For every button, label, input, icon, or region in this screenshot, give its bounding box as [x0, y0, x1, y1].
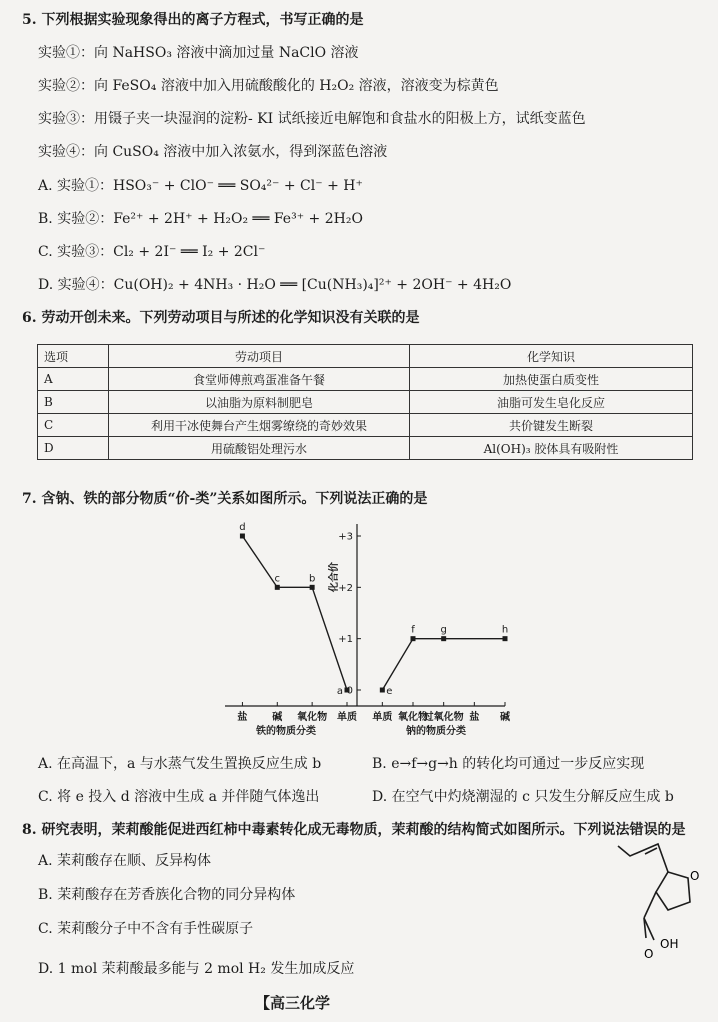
- x-axis-title: 铁的物质分类: [256, 726, 316, 737]
- q8-option-d: D. 1 mol 茉莉酸最多能与 2 mol H₂ 发生加成反应: [38, 961, 355, 977]
- point-label-b: b: [308, 573, 316, 585]
- ch2-link: [644, 892, 656, 918]
- q6-table: [37, 344, 693, 460]
- cell-labor: 利用干冰使舞台产生烟雾缭绕的奇妙效果: [109, 414, 410, 437]
- x-tick-label: 氧化物: [398, 712, 428, 723]
- data-point-d: [240, 534, 245, 539]
- q7-stem: 7. 含钠、铁的部分物质“价-类”关系如图所示。下列说法正确的是: [22, 491, 428, 507]
- na-panel: [367, 625, 510, 737]
- x-tick-label: 氧化物: [297, 712, 328, 723]
- header-labor: 劳动项目: [109, 345, 410, 368]
- y-tick-label: +2: [338, 582, 353, 594]
- q5-option-a: A. 实验①：HSO₃⁻ + ClO⁻ ══ SO₄²⁻ + Cl⁻ + H⁺: [38, 178, 363, 194]
- data-point-f: [411, 636, 416, 641]
- point-label-h: h: [501, 624, 509, 636]
- data-point-c: [275, 585, 280, 590]
- point-label-a: a: [336, 686, 344, 697]
- cell-knowledge: 共价键发生断裂: [410, 414, 693, 437]
- y-axis-title: 化合价: [329, 562, 340, 593]
- table-row: [38, 368, 693, 391]
- cell-knowledge: Al(OH)₃ 胶体具有吸附性: [410, 437, 693, 460]
- cell-option: C: [38, 414, 109, 437]
- point-label-g: g: [440, 624, 447, 636]
- x-tick-label: 碱: [272, 712, 283, 723]
- cell-knowledge: 加热使蛋白质变性: [410, 368, 693, 391]
- q7-option-d: D. 在空气中灼烧潮湿的 c 只发生分解反应生成 b: [372, 789, 674, 805]
- point-label-f: f: [411, 624, 415, 636]
- q8-option-b: B. 茉莉酸存在芳香族化合物的同分异构体: [38, 887, 296, 903]
- cell-labor: 以油脂为原料制肥皂: [109, 391, 410, 414]
- q5-exp-3: 实验③：用镊子夹一块湿润的淀粉- KI 试纸接近电解饱和食盐水的阳极上方，试纸变蓝色: [38, 111, 586, 127]
- y-tick-label: +1: [338, 634, 353, 646]
- data-point-h: [503, 636, 508, 641]
- table-row: [38, 437, 693, 460]
- x-tick-label: 盐: [237, 712, 248, 723]
- y-tick-label: 0: [346, 685, 353, 697]
- footer-subject: 【高三化学: [255, 994, 331, 1012]
- cell-option: B: [38, 391, 109, 414]
- q8-stem: 8. 研究表明，茉莉酸能促进西红柿中毒素转化成无毒物质，茉莉酸的结构简式如图所示。下列说法错误的是: [22, 822, 686, 838]
- table-row: [38, 391, 693, 414]
- jasmonic-acid-structure: [610, 840, 710, 970]
- valence-class-chart: [215, 518, 515, 738]
- q7-option-c: C. 将 e 投入 d 溶液中生成 a 并伴随气体逸出: [38, 789, 320, 805]
- header-option: 选项: [38, 345, 109, 368]
- x-tick-label: 碱: [500, 712, 510, 723]
- series-line: [242, 536, 347, 690]
- data-point-b: [310, 585, 315, 590]
- cell-knowledge: 油脂可发生皂化反应: [410, 391, 693, 414]
- data-point-g: [441, 636, 446, 641]
- ketone-oxygen: O: [690, 869, 700, 883]
- q5-exp-4: 实验④：向 CuSO₄ 溶液中加入浓氨水，得到深蓝色溶液: [38, 144, 388, 160]
- acid-oxygen: O: [644, 947, 654, 961]
- q8-option-c: C. 茉莉酸分子中不含有手性碳原子: [38, 921, 254, 937]
- q5-option-b: B. 实验②：Fe²⁺ + 2H⁺ + H₂O₂ ══ Fe³⁺ + 2H₂O: [38, 211, 363, 227]
- y-tick-label: +3: [338, 531, 353, 543]
- series-line: [382, 639, 505, 690]
- q8-option-a: A. 茉莉酸存在顺、反异构体: [38, 853, 212, 869]
- fe-panel: [225, 522, 357, 737]
- q7-option-b: B. e→f→g→h 的转化均可通过一步反应实现: [372, 756, 645, 772]
- cell-labor: 食堂师傅煎鸡蛋准备午餐: [109, 368, 410, 391]
- acid-hydroxyl: OH: [660, 937, 679, 951]
- pentenyl-chain: [618, 844, 668, 872]
- data-point-e: [380, 688, 385, 693]
- x-tick-label: 盐: [469, 712, 480, 723]
- q7-option-a: A. 在高温下，a 与水蒸气发生置换反应生成 b: [38, 756, 322, 772]
- valence-axis: [327, 524, 367, 706]
- x-tick-label: 过氧化物: [423, 712, 464, 723]
- q5-option-d: D. 实验④：Cu(OH)₂ + 4NH₃ · H₂O ══ [Cu(NH₃)₄]²⁺ + 2OH⁻ + 4H₂O: [38, 277, 512, 293]
- table-row: [38, 414, 693, 437]
- q6-stem: 6. 劳动开创未来。下列劳动项目与所述的化学知识没有关联的是: [22, 310, 420, 326]
- q5-stem: 5. 下列根据实验现象得出的离子方程式，书写正确的是: [22, 12, 364, 28]
- cell-option: A: [38, 368, 109, 391]
- q5-exp-1: 实验①：向 NaHSO₃ 溶液中滴加过量 NaClO 溶液: [38, 45, 359, 61]
- x-tick-label: 单质: [372, 712, 393, 723]
- point-label-c: c: [274, 573, 281, 585]
- header-knowledge: 化学知识: [410, 345, 693, 368]
- point-label-e: e: [386, 686, 393, 697]
- point-label-d: d: [239, 522, 246, 533]
- cell-labor: 用硫酸铝处理污水: [109, 437, 410, 460]
- q5-exp-2: 实验②：向 FeSO₄ 溶液中加入用硫酸酸化的 H₂O₂ 溶液，溶液变为棕黄色: [38, 78, 499, 94]
- table-header-row: [38, 345, 693, 368]
- q5-option-c: C. 实验③：Cl₂ + 2I⁻ ══ I₂ + 2Cl⁻: [38, 244, 266, 260]
- cell-option: D: [38, 437, 109, 460]
- x-tick-label: 单质: [337, 712, 357, 723]
- x-axis-title: 钠的物质分类: [406, 726, 466, 737]
- cyclopentane-ring: [656, 872, 690, 910]
